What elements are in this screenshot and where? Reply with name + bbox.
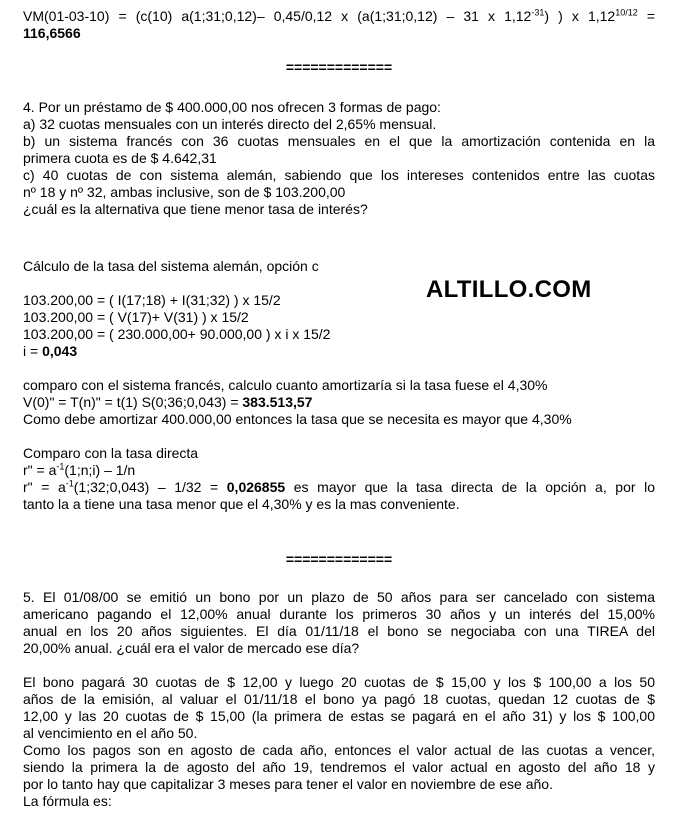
problem5-line-2: americano pagando el 12,00% anual durante los primeros 30 años y un interés del 15,00% bbox=[23, 606, 655, 622]
frances-line-1: comparo con el sistema francés, calculo cuanto amortizaría si la tasa fuese el 4,30% bbox=[23, 377, 548, 393]
problem4-option-c-cont: nº 18 y nº 32, ambas inclusive, son de $ 103.200,00 bbox=[23, 184, 346, 200]
directa-line-1: Comparo con la tasa directa bbox=[23, 445, 199, 461]
solution4-heading: Cálculo de la tasa del sistema alemán, opción c bbox=[23, 258, 319, 274]
directa-line-2: r" = $a^{-1}(1;n;i) - 1/n$ bbox=[23, 461, 136, 478]
vm-result: 116,6566 bbox=[23, 25, 81, 41]
problem5-line-1: 5. El 01/08/00 se emitió un bono por un plazo de 50 años para ser cancelado con sistema bbox=[23, 589, 655, 605]
vm-formula-line: VM(01-03-10) = (c(10) a(1;31;0,12)– 0,45/0,12 x (a(1;31;0,12) – 31 x $1,12^{-31}$) ) x $1,12^{10/12}$ = bbox=[23, 7, 655, 24]
directa-line-4: tanto la a tiene una tasa menor que el 4,30% y es la mas conveniente. bbox=[23, 496, 460, 512]
equation-1: 103.200,00 = ( I(17;18) + I(31;32) ) x 15/2 bbox=[23, 292, 281, 308]
solution5-line-3: 12,00 y las 20 cuotas de $ 15,00 (la primera de estas se pagará en el año 31) y los $ 100,00 bbox=[23, 708, 655, 724]
separator-2: ============= bbox=[285, 551, 393, 567]
problem4-option-a: a) 32 cuotas mensuales con un interés directo del 2,65% mensual. bbox=[23, 116, 437, 132]
separator: ============= bbox=[285, 59, 393, 75]
frances-line-3: Como debe amortizar 400.000,00 entonces la tasa que se necesita es mayor que 4,30% bbox=[23, 411, 572, 427]
problem4-question: ¿cuál es la alternativa que tiene menor tasa de interés? bbox=[23, 201, 368, 217]
solution5-line-1: El bono pagará 30 cuotas de $ 12,00 y luego 20 cuotas de $ 15,00 y los $ 100,00 a los 50 bbox=[23, 674, 655, 690]
problem4-title: 4. Por un préstamo de $ 400.000,00 nos ofrecen 3 formas de pago: bbox=[23, 99, 441, 115]
problem5-line-3: anual en los 20 años siguientes. El día 01/11/18 el bono se negociaba con una TIREA del bbox=[23, 623, 655, 639]
directa-line-3: r" = $a^{-1}(1;32;0,043) - 1/32 = 0,026855$ es mayor que la tasa directa de la opción a, por lo bbox=[23, 478, 655, 495]
solution5-line-5: Como los pagos son en agosto de cada año, entonces el valor actual de las cuotas a vencer, bbox=[23, 742, 655, 758]
equation-2: 103.200,00 = ( V(17)+ V(31) ) x 15/2 bbox=[23, 309, 249, 325]
solution5-line-7: por lo tanto hay que capitalizar 3 meses para tener el valor en noviembre de ese año. bbox=[23, 776, 553, 792]
frances-line-2: V(0)" = T(n)" = t(1) S(0;36;0,043) = 383.513,57 bbox=[23, 394, 313, 410]
solution5-line-2: años de la emisión, al valuar el 01/11/18 el bono ya pagó 18 cuotas, quedan 12 cuotas de $ bbox=[23, 691, 655, 707]
altillo-watermark: ALTILLO.COM bbox=[426, 276, 592, 303]
equation-3: 103.200,00 = ( 230.000,00+ 90.000,00 ) x i x 15/2 bbox=[23, 326, 331, 342]
problem5-line-4: 20,00% anual. ¿cuál era el valor de mercado ese día? bbox=[23, 640, 360, 656]
solution5-line-6: siendo la primera la de agosto del año 19, tendremos el valor actual en agosto del año 18 y bbox=[23, 759, 655, 775]
problem4-option-c: c) 40 cuotas de con sistema alemán, sabiendo que los intereses contenidos entre las cuotas bbox=[23, 167, 655, 183]
problem4-option-b: b) un sistema francés con 36 cuotas mensuales en el que la amortización contenida en la bbox=[23, 133, 655, 149]
document-page bbox=[23, 8, 655, 810]
solution5-line-8: La fórmula es: bbox=[23, 793, 112, 809]
equation-4: i = 0,043 bbox=[23, 343, 78, 359]
solution5-line-4: al vencimiento en el año 50. bbox=[23, 725, 198, 741]
problem4-option-b-cont: primera cuota es de $ 4.642,31 bbox=[23, 150, 217, 166]
